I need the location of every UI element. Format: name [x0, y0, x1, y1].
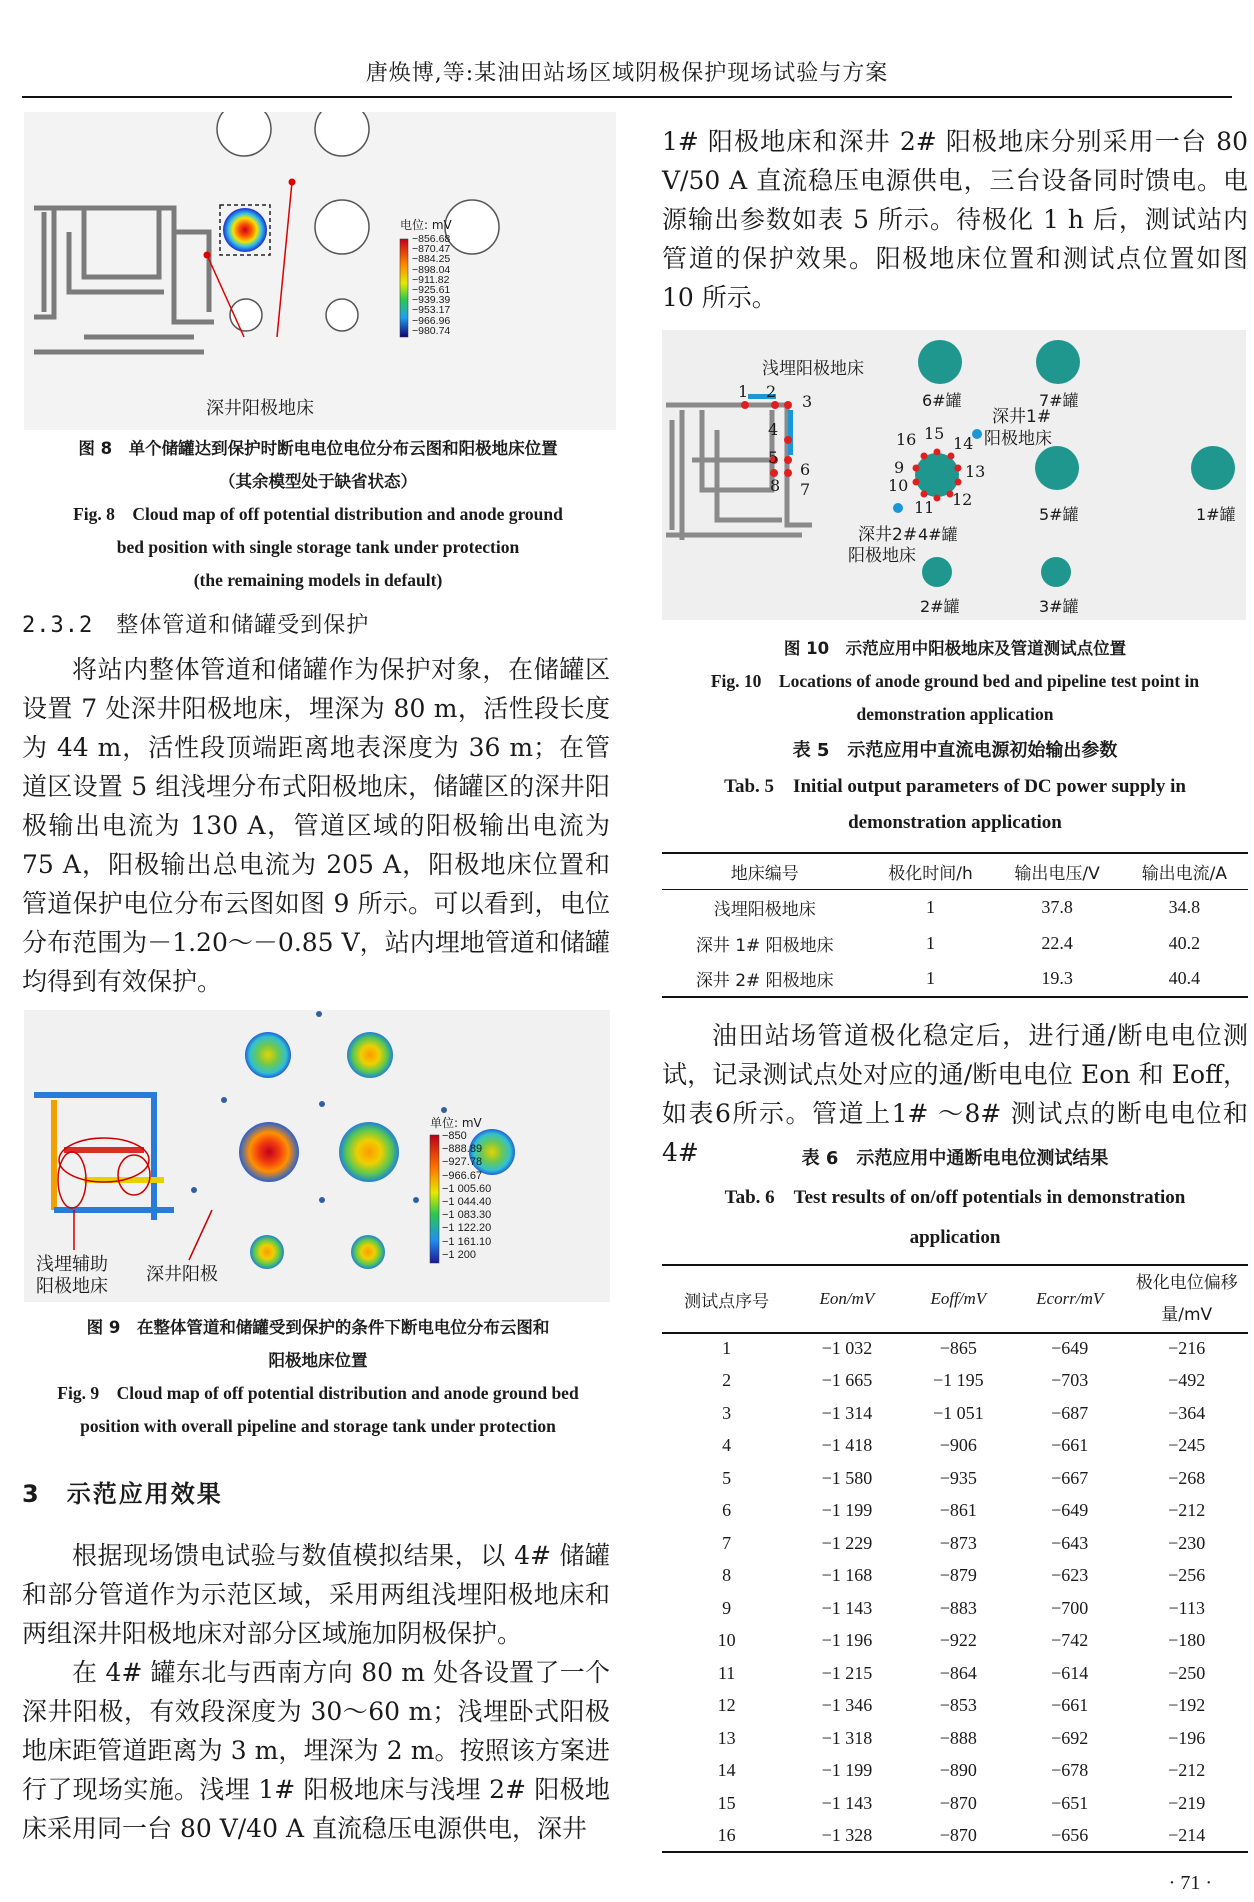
table-cell: −656	[1051, 1824, 1089, 1845]
figure-8-caption-cn-1: 图 8 单个储罐达到保护时断电电位电位分布云图和阳极地床位置	[78, 439, 558, 458]
table-5-caption-en-1: Tab. 5 Initial output parameters of DC power supply in	[724, 776, 1186, 797]
table-cell: −614	[1051, 1662, 1089, 1683]
table-row	[662, 1690, 1248, 1723]
legend-label: −966.96	[412, 314, 451, 327]
table-header-cell: 极化电位偏移量/mV	[1135, 1273, 1238, 1325]
tank-label: 5#罐	[1039, 505, 1079, 524]
table-header-cell: 输出电流/A	[1141, 863, 1228, 884]
table-cell: 3	[722, 1402, 732, 1423]
test-point-label: 7	[800, 480, 811, 499]
fig10-label-shallow: 浅埋阳极地床	[762, 359, 864, 379]
table-header-row	[662, 853, 1248, 889]
table-cell: 7	[722, 1532, 732, 1553]
table-cell: −1 328	[821, 1824, 873, 1845]
table-row	[662, 1560, 1248, 1593]
table-cell: 1	[926, 968, 935, 988]
figure-9-label-deep: 深井阳极	[146, 1264, 218, 1285]
tank-label: 3#罐	[1039, 597, 1079, 616]
fig10-label-deep1-b: 阳极地床	[984, 429, 1052, 449]
table-row	[662, 1625, 1248, 1658]
table-cell: 22.4	[1041, 932, 1073, 953]
table-cell: −906	[939, 1435, 977, 1456]
figure-9-legend-title: 单位: mV	[430, 1116, 482, 1130]
figure-8-legend-labels	[412, 234, 450, 336]
table-cell: −1 195	[933, 1370, 984, 1391]
table-cell: −661	[1051, 1435, 1089, 1456]
table-cell: −879	[939, 1565, 977, 1586]
table-row	[662, 1527, 1248, 1560]
table-cell: −1 051	[933, 1402, 984, 1423]
table-cell: −922	[939, 1630, 977, 1651]
table-row	[662, 1365, 1248, 1398]
table-row	[662, 1657, 1248, 1690]
table-cell: −230	[1168, 1532, 1206, 1553]
table-cell: −212	[1168, 1760, 1206, 1781]
figure-9-legend-labels	[442, 1130, 491, 1262]
fig10-label-deep2-a: 深井2#	[858, 525, 918, 545]
section-3-paragraph-1: 根据现场馈电试验与数值模拟结果，以 4# 储罐和部分管道作为示范区域，采用两组浅埋阳极地床和两组深井阳极地床对部分区域施加阴极保护。	[22, 1541, 610, 1648]
table-cell: −1 199	[821, 1760, 873, 1781]
table-cell: −1 199	[821, 1500, 873, 1521]
figure-8-legend-title: 电位: mV	[400, 218, 452, 232]
table-row	[662, 889, 1248, 925]
table-row	[662, 1332, 1248, 1365]
table-cell: −492	[1168, 1370, 1206, 1391]
legend-label: −927.78	[442, 1156, 483, 1169]
test-point-label: 9	[894, 458, 905, 477]
table-row	[662, 1787, 1248, 1820]
table-cell: −870	[939, 1824, 977, 1845]
table-cell: −687	[1051, 1402, 1089, 1423]
test-point-label: 3	[802, 392, 813, 411]
legend-label: −980.74	[412, 324, 451, 337]
table-cell: −245	[1168, 1435, 1206, 1456]
figure-9-caption-cn-1: 图 9 在整体管道和储罐受到保护的条件下断电电位分布云图和	[86, 1318, 550, 1337]
table-6-caption-cn: 表 6 示范应用中通断电电位测试结果	[801, 1148, 1109, 1169]
table-cell: −651	[1051, 1792, 1089, 1813]
section-3-title: 3 示范应用效果	[22, 1480, 223, 1508]
figure-10-image	[662, 330, 1246, 620]
table-cell: −192	[1168, 1695, 1206, 1716]
table-cell: −649	[1051, 1500, 1089, 1521]
table-row	[662, 1722, 1248, 1755]
table-cell: −742	[1051, 1630, 1089, 1651]
legend-label: −1 083.30	[442, 1209, 492, 1222]
fig10-label-deep1-a: 深井1#	[992, 407, 1052, 427]
table-5-caption-en-2: demonstration application	[848, 812, 1062, 833]
table-cell: −873	[939, 1532, 977, 1553]
table-cell: 11	[717, 1662, 736, 1683]
table-cell: −1 032	[821, 1337, 873, 1358]
table-cell: −1 143	[821, 1597, 873, 1618]
table-cell: 40.4	[1168, 968, 1201, 988]
legend-label: −925.61	[412, 284, 451, 297]
figure-8-caption-cn-2: （其余模型处于缺省状态）	[219, 472, 417, 491]
table-row	[662, 1430, 1248, 1463]
figure-9-caption-cn-2: 阳极地床位置	[268, 1351, 368, 1370]
table-cell: −1 168	[821, 1565, 873, 1586]
table-header-cell: 极化时间/h	[888, 863, 973, 884]
table-cell: −870	[939, 1792, 977, 1813]
running-header: 唐焕博,等:某油田站场区域阴极保护现场试验与方案	[365, 61, 889, 86]
test-point-label: 10	[888, 476, 909, 495]
legend-label: −856.68	[412, 233, 451, 245]
table-6-body	[662, 1332, 1248, 1853]
legend-label: −870.47	[412, 243, 451, 256]
table-cell: 1	[926, 896, 935, 917]
table-cell: 4	[722, 1435, 732, 1456]
table-cell: 9	[722, 1597, 732, 1618]
legend-label: −953.17	[412, 304, 451, 317]
table-row	[662, 1755, 1248, 1788]
table-cell: 34.8	[1168, 896, 1201, 917]
legend-label: −888.89	[442, 1143, 483, 1156]
table-row	[662, 1397, 1248, 1430]
legend-label: −966.67	[442, 1169, 483, 1182]
table-cell: −623	[1051, 1565, 1089, 1586]
table-cell: −888	[939, 1727, 977, 1748]
table-6-caption-en-1: Tab. 6 Test results of on/off potentials in demonstration	[724, 1187, 1186, 1208]
tank-label: 2#罐	[920, 597, 960, 616]
table-header-cell: Eon/mV	[819, 1289, 875, 1308]
table-cell: 10	[717, 1630, 736, 1651]
table-header-cell: Eoff/mV	[930, 1289, 987, 1308]
figure-8-anode-label: 深井阳极地床	[206, 398, 314, 419]
table-cell: −250	[1168, 1662, 1206, 1683]
table-cell: −1 215	[821, 1662, 873, 1683]
page-number: · 71 ·	[1168, 1872, 1212, 1894]
table-header-row	[662, 1265, 1248, 1333]
table-cell: 6	[722, 1500, 732, 1521]
table-6-caption-en-2: application	[909, 1227, 1001, 1248]
table-cell: −667	[1051, 1467, 1089, 1488]
legend-label: −1 161.10	[442, 1235, 492, 1248]
table-cell: −935	[939, 1467, 977, 1488]
figure-10-caption-en-1: Fig. 10 Locations of anode ground bed and pipeline test point in	[710, 671, 1200, 691]
tank-label: 4#罐	[918, 525, 958, 544]
table-cell: −268	[1168, 1467, 1206, 1488]
table-cell: 1	[926, 932, 935, 953]
table-cell: −214	[1168, 1824, 1206, 1845]
table-cell: −700	[1051, 1597, 1089, 1618]
legend-label: −939.39	[412, 294, 451, 307]
table-cell: −661	[1051, 1695, 1089, 1716]
table-cell: 深井 1# 阳极地床	[695, 935, 834, 956]
table-cell: 40.2	[1168, 932, 1201, 953]
table-row	[662, 1495, 1248, 1528]
table-cell: −1 143	[821, 1792, 873, 1813]
table-header-cell: 输出电压/V	[1014, 863, 1100, 884]
table-cell: −216	[1168, 1337, 1206, 1358]
legend-label: −911.82	[412, 273, 450, 286]
table-cell: −692	[1051, 1727, 1089, 1748]
table-cell: 12	[717, 1695, 736, 1716]
table-cell: −883	[939, 1597, 977, 1618]
legend-label: −884.25	[412, 253, 451, 266]
table-cell: −1 346	[821, 1695, 873, 1716]
test-point-label: 1	[738, 382, 749, 401]
table-cell: −196	[1168, 1727, 1206, 1748]
table-cell: −113	[1168, 1597, 1205, 1618]
test-point-label: 2	[766, 382, 777, 401]
table-cell: −219	[1168, 1792, 1206, 1813]
figure-10	[662, 330, 1246, 620]
test-point-label: 12	[952, 490, 973, 509]
legend-label: −898.04	[412, 263, 451, 276]
table-cell: 2	[722, 1370, 732, 1391]
table-cell: −180	[1168, 1630, 1206, 1651]
table-6-intro-paragraph: 油田站场管道极化稳定后，进行通/断电电位测试，记录测试点处对应的通/断电电位 Eon 和 Eoff，如表6所示。管道上1# ～8# 测试点的断电电位和4#	[662, 1021, 1248, 1167]
table-cell: −643	[1051, 1532, 1089, 1553]
figure-8-caption-en-3: (the remaining models in default)	[193, 570, 443, 590]
test-point-label: 14	[953, 434, 974, 453]
test-point-label: 5	[768, 448, 779, 467]
table-cell: −212	[1168, 1500, 1206, 1521]
table-cell: −890	[939, 1760, 977, 1781]
header-rule	[22, 96, 1232, 98]
tank-label: 1#罐	[1196, 505, 1236, 524]
figure-10-caption-en-2: demonstration application	[856, 704, 1054, 724]
table-cell: −1 418	[821, 1435, 873, 1456]
table-5	[662, 852, 1248, 998]
tank-label: 7#罐	[1039, 391, 1079, 410]
table-cell: 1	[722, 1337, 732, 1358]
table-6	[662, 1264, 1248, 1334]
table-cell: −678	[1051, 1760, 1089, 1781]
test-point-label: 13	[965, 462, 986, 481]
test-point-label: 15	[924, 424, 945, 443]
figure-9-caption-en-2: position with overall pipeline and storage tank under protection	[80, 1416, 556, 1436]
table-cell: −861	[939, 1500, 977, 1521]
test-point-label: 11	[914, 498, 935, 517]
table-cell: −1 229	[821, 1532, 873, 1553]
table-row	[662, 1462, 1248, 1495]
table-cell: −865	[939, 1337, 977, 1358]
table-cell: −364	[1168, 1402, 1206, 1423]
figure-9-image	[24, 1010, 610, 1302]
table-cell: 37.8	[1041, 896, 1073, 917]
table-header-cell: 测试点序号	[684, 1291, 770, 1312]
table-cell: 14	[717, 1760, 736, 1781]
table-cell: 5	[722, 1467, 732, 1488]
table-cell: −703	[1051, 1370, 1089, 1391]
figure-9-label-shallow-2: 阳极地床	[36, 1276, 108, 1297]
figure-8-caption-en-1: Fig. 8 Cloud map of off potential distribution and anode ground	[73, 504, 563, 524]
table-header-cell: 地床编号	[730, 863, 799, 884]
table-cell: −256	[1168, 1565, 1206, 1586]
table-cell: −864	[939, 1662, 977, 1683]
test-point-label: 8	[770, 476, 781, 495]
test-point-label: 6	[800, 460, 811, 479]
tank-label: 6#罐	[922, 391, 962, 410]
figure-9-caption-en-1: Fig. 9 Cloud map of off potential distribution and anode ground bed	[57, 1383, 579, 1403]
table-cell: 浅埋阳极地床	[713, 899, 816, 920]
figure-9	[24, 1010, 610, 1302]
table-cell: −1 196	[821, 1630, 873, 1651]
figure-8	[24, 112, 616, 430]
section-2-3-2-title: 2.3.2 整体管道和储罐受到保护	[22, 613, 370, 638]
test-point-label: 4	[768, 420, 779, 439]
figure-9-label-shallow-1: 浅埋辅助	[36, 1254, 108, 1275]
test-point-label: 16	[896, 430, 917, 449]
legend-label: −1 005.60	[442, 1182, 492, 1195]
legend-label: −850	[442, 1130, 467, 1142]
table-cell: −1 580	[821, 1467, 873, 1488]
table-5-caption-cn: 表 5 示范应用中直流电源初始输出参数	[792, 740, 1118, 761]
legend-label: −1 044.40	[442, 1196, 492, 1209]
legend-label: −1 122.20	[442, 1222, 492, 1235]
table-header-cell: Ecorr/mV	[1036, 1289, 1104, 1308]
table-row	[662, 961, 1248, 997]
table-cell: −1 318	[821, 1727, 873, 1748]
legend-label: −1 200	[442, 1248, 476, 1261]
table-cell: 深井 2# 阳极地床	[695, 971, 834, 991]
section-3-paragraph-3: 1# 阳极地床和深井 2# 阳极地床分别采用一台 80 V/50 A 直流稳压电源供电，三台设备同时馈电。电源输出参数如表 5 所示。待极化 1 h 后，测试站内管道的保护效果。阳极地床位置和测试点位置如图 10 所示。	[662, 127, 1248, 312]
table-cell: 16	[717, 1824, 736, 1845]
table-cell: 15	[717, 1792, 736, 1813]
table-cell: −853	[939, 1695, 977, 1716]
figure-8-caption-en-2: bed position with single storage tank under protection	[116, 537, 520, 557]
table-cell: 8	[722, 1565, 732, 1586]
table-cell: −1 314	[821, 1402, 873, 1423]
figure-10-caption-cn: 图 10 示范应用中阳极地床及管道测试点位置	[783, 639, 1127, 658]
fig10-label-deep2-b: 阳极地床	[848, 546, 916, 566]
section-3-paragraph-2: 在 4# 罐东北与西南方向 80 m 处各设置了一个深井阳极，有效段深度为 30～60 m；浅埋卧式阳极地床距管道距离为 3 m，埋深为 2 m。按照该方案进行了现场实施。浅埋 1# 阳极地床与浅埋 2# 阳极地床采用同一台 80 V/40 A 直流稳压电源供电，深井	[22, 1658, 610, 1843]
table-cell: 13	[717, 1727, 736, 1748]
table-row	[662, 925, 1248, 961]
figure-8-image	[24, 112, 616, 430]
table-cell: −1 665	[821, 1370, 873, 1391]
table-cell: 19.3	[1041, 968, 1073, 988]
table-cell: −649	[1051, 1337, 1089, 1358]
table-row	[662, 1820, 1248, 1853]
table-row	[662, 1592, 1248, 1625]
section-2-3-2-paragraph: 将站内整体管道和储罐作为保护对象，在储罐区设置 7 处深井阳极地床，埋深为 80 m，活性段长度为 44 m，活性段顶端距离地表深度为 36 m；在管道区设置 5 组浅埋分布式阳极地床，储罐区的深井阳极输出电流为 130 A，管道区域的阳极输出电流为 75 A，阳极输出总电流为 205 A，阳极地床位置和管道保护电位分布云图如图 9 所示。可以看到，电位分布范围为－1.20～－0.85 V，站内埋地管道和储罐均得到有效保护。	[22, 655, 610, 996]
